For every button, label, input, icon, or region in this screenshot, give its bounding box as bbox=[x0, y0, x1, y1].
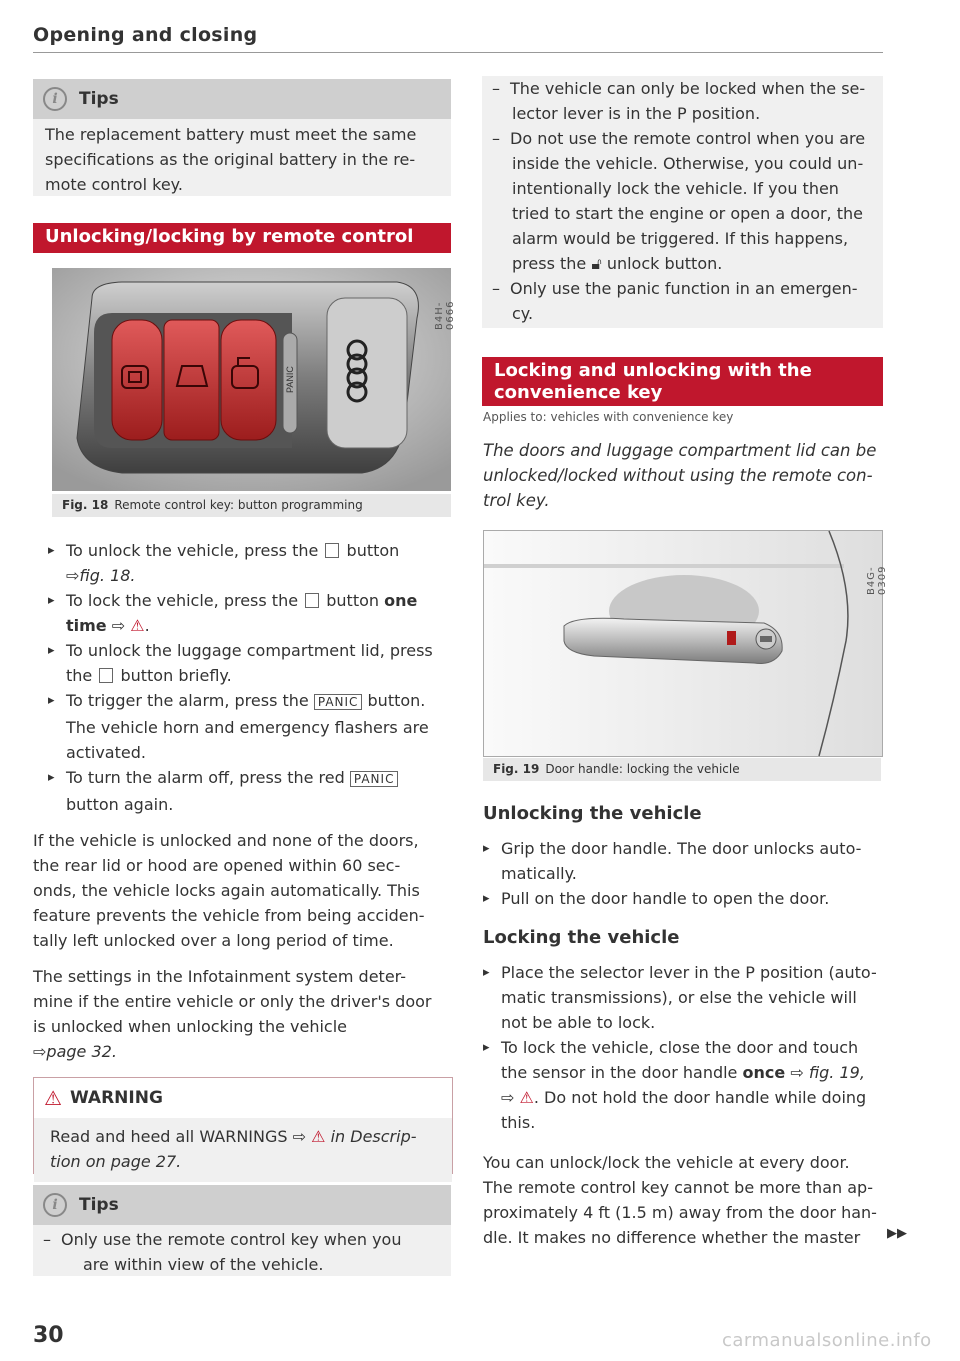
panic-key: PANIC bbox=[350, 771, 399, 787]
door-handle-illustration bbox=[484, 531, 882, 756]
intro-line: trol key. bbox=[483, 491, 550, 510]
figure-caption bbox=[52, 494, 451, 517]
panic-key: PANIC bbox=[314, 694, 363, 710]
section-title-line: convenience key bbox=[494, 382, 663, 403]
step-item: ▸ To lock the vehicle, close the door and touch bbox=[483, 1035, 883, 1060]
step-text: To turn the alarm off, press the red bbox=[66, 768, 345, 787]
tip-item-cont bbox=[482, 251, 883, 276]
step-text: To unlock the luggage compartment lid, press bbox=[66, 641, 433, 660]
paragraph-infotainment bbox=[33, 964, 453, 1064]
tips-body bbox=[33, 1225, 451, 1277]
section-title-remote-control: Unlocking/locking by remote control bbox=[33, 223, 451, 253]
warning-triangle-icon[interactable]: ⚠ bbox=[519, 1088, 534, 1107]
warning-text: Read and heed all WARNINGS bbox=[50, 1127, 288, 1146]
trunk-key-icon bbox=[99, 668, 113, 683]
step-text: . bbox=[144, 616, 150, 635]
step-luggage bbox=[48, 638, 458, 663]
paragraph-line: If the vehicle is unlocked and none of the doors, bbox=[33, 831, 419, 850]
tips-heading bbox=[33, 79, 451, 119]
section-intro bbox=[483, 438, 883, 513]
figure-label: Fig. 18 bbox=[62, 498, 109, 512]
section-header: Opening and closing bbox=[33, 24, 258, 46]
section-title-convenience-key bbox=[482, 357, 883, 406]
paragraph-line: proximately 4 ft (1.5 m) away from the door han- bbox=[483, 1203, 877, 1222]
tips-heading-text: Tips bbox=[79, 89, 119, 109]
paragraph-line: onds, the vehicle locks again automatically. This bbox=[33, 881, 420, 900]
tip-item-cont: inside the vehicle. Otherwise, you could un- bbox=[512, 154, 864, 173]
figure-door-handle bbox=[483, 530, 888, 757]
step-item-cont: matic transmissions), or else the vehicle will bbox=[501, 988, 857, 1007]
watermark: carmanualsonline.info bbox=[722, 1330, 932, 1351]
tips-line: mote control key. bbox=[45, 175, 183, 194]
warning-triangle-icon: ⚠ bbox=[44, 1086, 62, 1110]
step-item-cont bbox=[483, 1060, 883, 1085]
tips-box bbox=[33, 1185, 451, 1276]
step-text: the sensor in the door handle bbox=[501, 1063, 738, 1082]
warning-heading-text: WARNING bbox=[69, 1088, 163, 1108]
figure-caption-text: Door handle: locking the vehicle bbox=[545, 762, 740, 776]
tip-item: – Do not use the remote control when you are bbox=[482, 126, 883, 151]
step-lock bbox=[48, 588, 458, 613]
warning-box bbox=[33, 1077, 453, 1174]
warning-body bbox=[34, 1118, 452, 1182]
paragraph-line: dle. It makes no difference whether the master bbox=[483, 1228, 861, 1247]
subheading-unlocking: Unlocking the vehicle bbox=[483, 803, 702, 824]
unlocking-steps bbox=[483, 836, 883, 911]
paragraph-auto-lock bbox=[33, 828, 453, 953]
step-text: To trigger the alarm, press the bbox=[66, 691, 309, 710]
figure-link[interactable]: fig. 18. bbox=[79, 566, 136, 585]
tips-heading bbox=[33, 1185, 451, 1225]
subheading-locking: Locking the vehicle bbox=[483, 927, 680, 948]
paragraph-line: is unlocked when unlocking the vehicle bbox=[33, 1017, 347, 1036]
arrow-ref-icon: ⇨ bbox=[292, 1127, 307, 1146]
continue-arrow-icon[interactable]: ▶▶ bbox=[887, 1226, 907, 1241]
tip-item-cont: intentionally lock the vehicle. If you then bbox=[512, 179, 839, 198]
header-divider bbox=[33, 52, 883, 53]
arrow-ref-icon: ⇨ bbox=[66, 566, 80, 585]
step-ref-line bbox=[48, 563, 458, 588]
tip-item: – The vehicle can only be locked when the se- bbox=[482, 76, 883, 101]
step-item: ▸ Grip the door handle. The door unlocks auto- bbox=[483, 836, 883, 861]
figure-code: B4H-0666 bbox=[434, 300, 456, 330]
step-item-cont: not be able to lock. bbox=[501, 1013, 656, 1032]
info-icon: i bbox=[43, 1193, 67, 1217]
step-text: . Do not hold the door handle while doing bbox=[533, 1088, 867, 1107]
step-emphasis: time bbox=[66, 616, 107, 635]
arrow-ref-icon: ⇨ bbox=[790, 1063, 804, 1082]
unlock-key-icon bbox=[325, 543, 339, 558]
paragraph-every-door bbox=[483, 1150, 883, 1250]
remote-key-illustration bbox=[52, 268, 451, 491]
tip-item: – Only use the panic function in an emergen- bbox=[482, 276, 883, 301]
tips-line: specifications as the original battery in the re- bbox=[45, 150, 416, 169]
lock-key-icon bbox=[305, 593, 319, 608]
tips-box bbox=[33, 79, 451, 196]
locking-steps bbox=[483, 960, 883, 1135]
step-text: activated. bbox=[66, 743, 146, 762]
step-text: button bbox=[346, 541, 400, 560]
figure-caption bbox=[483, 758, 881, 781]
step-luggage-cont bbox=[48, 663, 458, 688]
step-unlock bbox=[48, 538, 458, 563]
unlock-icon: 🔓︎ bbox=[591, 254, 602, 273]
figure-code: B4G-0309 bbox=[866, 565, 888, 595]
step-emphasis: once bbox=[742, 1063, 786, 1082]
paragraph-line: The remote control key cannot be more than ap- bbox=[483, 1178, 873, 1197]
paragraph-line: feature prevents the vehicle from being acciden- bbox=[33, 906, 425, 925]
intro-line: The doors and luggage compartment lid can be bbox=[483, 441, 877, 460]
step-item-cont bbox=[483, 1085, 883, 1110]
step-item: ▸ Place the selector lever in the P position (auto- bbox=[483, 960, 883, 985]
step-alarm bbox=[48, 688, 458, 715]
arrow-ref-icon: ⇨ bbox=[111, 616, 126, 635]
tips-line: The replacement battery must meet the same bbox=[45, 125, 417, 144]
tip-item-cont: alarm would be triggered. If this happens, bbox=[512, 229, 849, 248]
paragraph-line: the rear lid or hood are opened within 60 sec- bbox=[33, 856, 401, 875]
step-lock-cont bbox=[48, 613, 458, 638]
step-item: ▸ Pull on the door handle to open the door. bbox=[483, 886, 883, 911]
section-title-line: Locking and unlocking with the bbox=[494, 360, 812, 381]
page-number: 30 bbox=[33, 1323, 64, 1348]
intro-line: unlocked/locked without using the remote con- bbox=[483, 466, 873, 485]
tip-text: unlock button. bbox=[606, 254, 723, 273]
step-text: The vehicle horn and emergency flashers are bbox=[66, 718, 429, 737]
step-text: button bbox=[326, 591, 380, 610]
arrow-ref-icon: ⇨ bbox=[33, 1042, 47, 1061]
tip-item-cont: are within view of the vehicle. bbox=[83, 1255, 324, 1274]
figure-caption-text: Remote control key: button programming bbox=[114, 498, 363, 512]
warning-link[interactable]: in Descrip- bbox=[330, 1127, 417, 1146]
step-text: the bbox=[66, 666, 93, 685]
warning-heading bbox=[34, 1078, 452, 1118]
figure-label: Fig. 19 bbox=[493, 762, 540, 776]
paragraph-line: You can unlock/lock the vehicle at every door. bbox=[483, 1153, 850, 1172]
tip-item-cont: cy. bbox=[512, 304, 534, 323]
warning-triangle-icon[interactable]: ⚠ bbox=[130, 616, 145, 635]
lock-sensor-marker bbox=[727, 631, 736, 645]
paragraph-line: The settings in the Infotainment system deter- bbox=[33, 967, 406, 986]
step-item-cont: this. bbox=[501, 1113, 536, 1132]
tips-continued-box bbox=[482, 76, 883, 328]
paragraph-line: mine if the entire vehicle or only the driver's door bbox=[33, 992, 432, 1011]
applies-to-note: Applies to: vehicles with convenience key bbox=[483, 410, 734, 424]
tip-item-cont: lector lever is in the P position. bbox=[512, 104, 761, 123]
warning-triangle-icon: ⚠ bbox=[311, 1127, 326, 1146]
tip-item-cont: tried to start the engine or open a door, the bbox=[512, 204, 863, 223]
steps-list bbox=[48, 538, 458, 817]
page-link[interactable]: page 32. bbox=[46, 1042, 117, 1061]
step-alarm-off bbox=[48, 765, 458, 792]
figure-link[interactable]: fig. 19, bbox=[808, 1063, 865, 1082]
tips-body bbox=[33, 119, 451, 197]
step-text: button briefly. bbox=[120, 666, 232, 685]
step-text: To lock the vehicle, press the bbox=[66, 591, 299, 610]
step-text: button again. bbox=[66, 795, 174, 814]
tip-text: press the bbox=[512, 254, 587, 273]
arrow-ref-icon: ⇨ bbox=[501, 1088, 515, 1107]
step-item-cont: matically. bbox=[501, 864, 577, 883]
step-text: To unlock the vehicle, press the bbox=[66, 541, 319, 560]
figure-remote-key bbox=[52, 268, 456, 491]
step-emphasis: one bbox=[384, 591, 418, 610]
warning-link[interactable]: tion on page 27. bbox=[50, 1152, 182, 1171]
tip-item: – Only use the remote control key when you bbox=[33, 1227, 451, 1252]
paragraph-line: tally left unlocked over a long period of time. bbox=[33, 931, 394, 950]
panic-button-label: PANIC bbox=[285, 366, 295, 393]
info-icon: i bbox=[43, 87, 67, 111]
tips-heading-text: Tips bbox=[79, 1195, 119, 1215]
step-text: button. bbox=[367, 691, 426, 710]
